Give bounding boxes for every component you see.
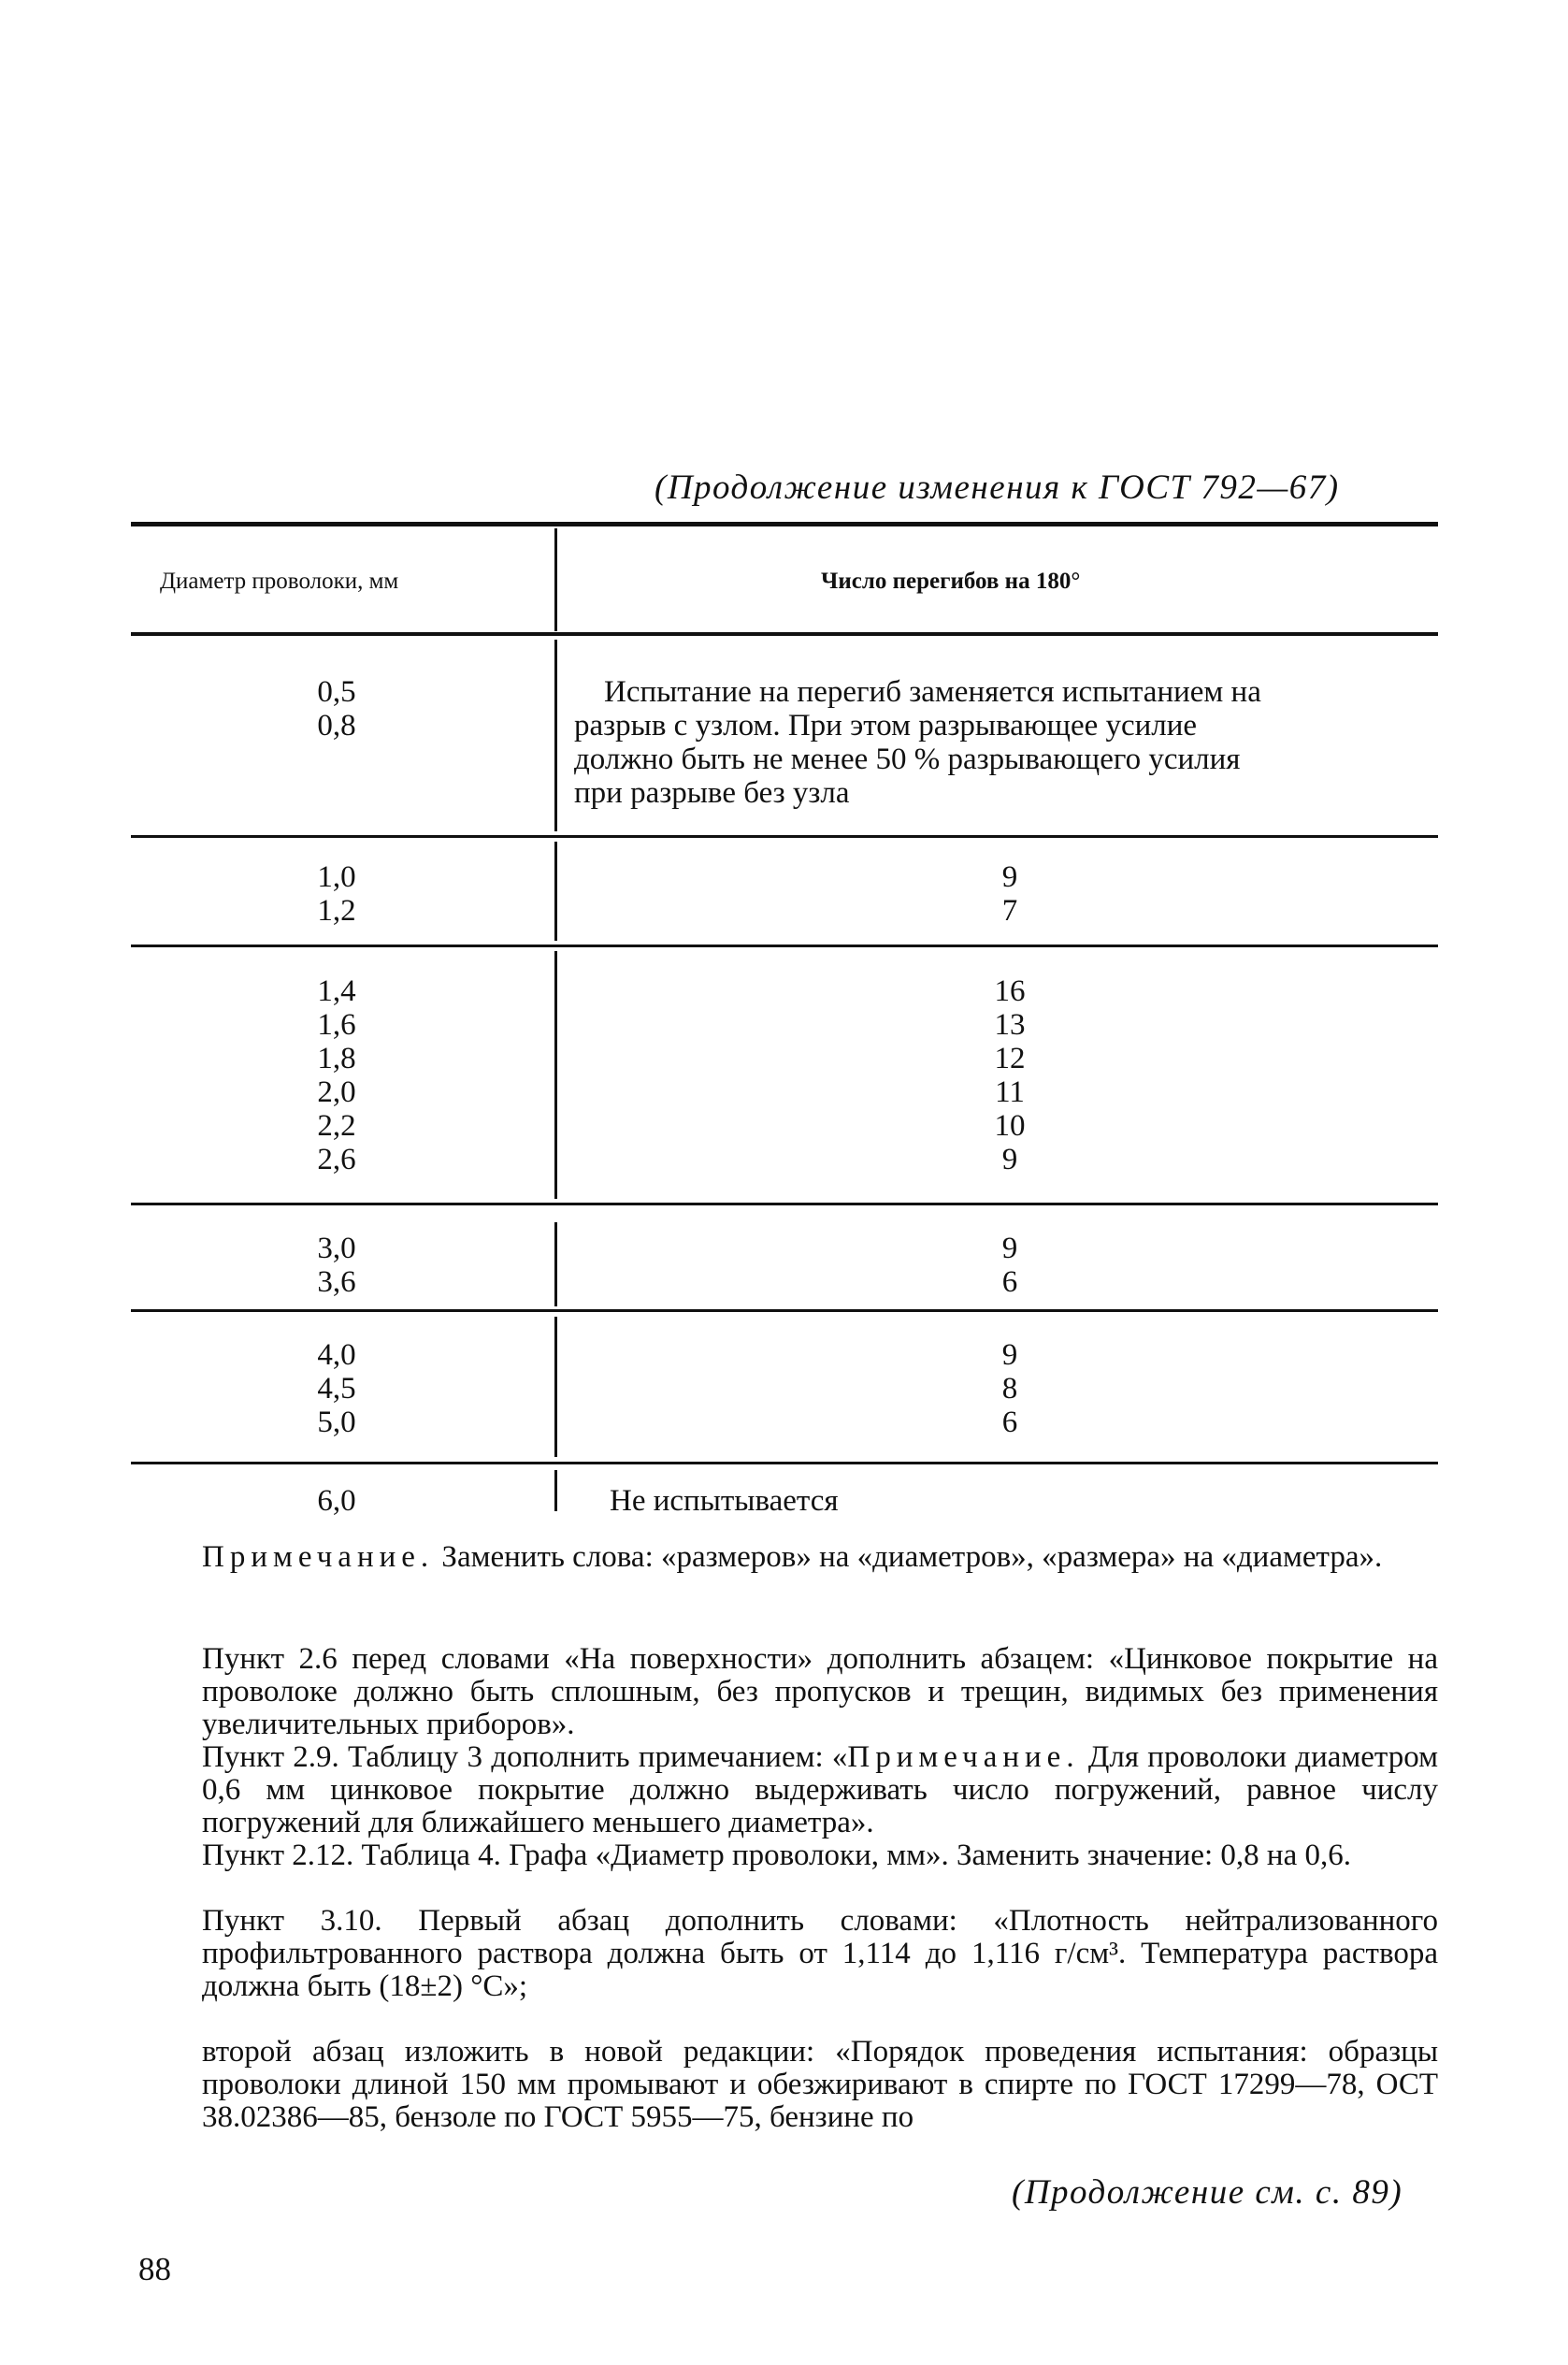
table-column-divider [554, 951, 557, 1199]
table-note [131, 1541, 1438, 1574]
note-label: Примечание. [202, 1540, 435, 1574]
table-column-divider [554, 842, 557, 941]
paragraph-second-abzac: второй абзац изложить в новой редакции: «Порядок проведения испытания: образцы проволоки длиной 150 мм промывают и обезжиривают в спирте по ГОСТ 17299—78, ОСТ 38.02386—85, бензоле по ГОСТ 5955—75, бензине по [202, 2035, 1438, 2134]
table-row-rule [131, 1203, 1438, 1205]
footer-continuation: (Продолжение см. с. 89) [1012, 2173, 1403, 2212]
table-row-diameters: 4,0 4,5 5,0 [317, 1338, 356, 1439]
paragraph-2-6: Пункт 2.6 перед словами «На поверхности» дополнить абзацем: «Цинковое покрытие на проволоке должно быть сплошным, без пропусков и трещин, видимых без применения увеличительных приборов». [202, 1642, 1438, 1741]
table-row-values: 9 6 [1001, 1232, 1018, 1299]
table-row-rule [131, 945, 1438, 947]
table-row-rule [131, 1309, 1438, 1312]
table-top-rule [131, 522, 1438, 526]
table-header-rule [131, 632, 1438, 636]
table-row-diameters: 1,0 1,2 [317, 860, 356, 928]
paragraph-2-9: Пункт 2.9. Таблицу 3 дополнить примечанием: «Примечание. Для проволоки диаметром 0,6 мм цинковое покрытие должно выдерживать число погружений, равное числу погружений для ближайшего меньшего диаметра». [202, 1740, 1438, 1839]
table-row-diameters: 3,0 3,6 [317, 1232, 356, 1299]
note-text: Заменить слова: «размеров» на «диаметров», «размера» на «диаметра». [441, 1540, 1383, 1574]
table-row-diameters: 1,4 1,6 1,8 2,0 2,2 2,6 [317, 974, 356, 1176]
table-row-rule [131, 835, 1438, 838]
table-row-diameters: 0,5 0,8 [317, 675, 356, 743]
page-number: 88 [138, 2251, 171, 2287]
table-row-diameters: 6,0 [317, 1484, 356, 1518]
table-column-divider [554, 1317, 557, 1457]
paragraph-2-12: Пункт 2.12. Таблица 4. Графа «Диаметр проволоки, мм». Заменить значение: 0,8 на 0,6. [202, 1839, 1351, 1872]
table-row-values: 16 13 12 11 10 9 [994, 974, 1026, 1176]
table-column-divider [554, 1222, 557, 1306]
table-column-divider [554, 528, 557, 631]
table-column-divider [554, 640, 557, 831]
header-continuation: (Продолжение изменения к ГОСТ 792—67) [655, 469, 1340, 507]
table-row-rule [131, 1462, 1438, 1464]
table-row-note: Испытание на перегиб заменяется испытанием на разрыв с узлом. При этом разрывающее усилие должно быть не менее 50 % разрывающего усилия при разрыве без узла [574, 675, 1261, 810]
table-header-diameter: Диаметр проволоки, мм [160, 569, 399, 594]
table-row-values: 9 7 [1001, 860, 1018, 928]
table-header-bends: Число перегибов на 180° [821, 569, 1081, 594]
table-column-divider [554, 1470, 557, 1511]
table-row-values: 9 8 6 [1001, 1338, 1018, 1439]
table-row-text: Не испытывается [610, 1484, 839, 1518]
paragraph-3-10: Пункт 3.10. Первый абзац дополнить словами: «Плотность нейтрализованного профильтрованного раствора должна быть от 1,114 до 1,116 г/см³. Температура раствора должна быть (18±2) °С»; [202, 1904, 1438, 2003]
paragraph-2-9-note-label: Примечание. [847, 1740, 1080, 1774]
